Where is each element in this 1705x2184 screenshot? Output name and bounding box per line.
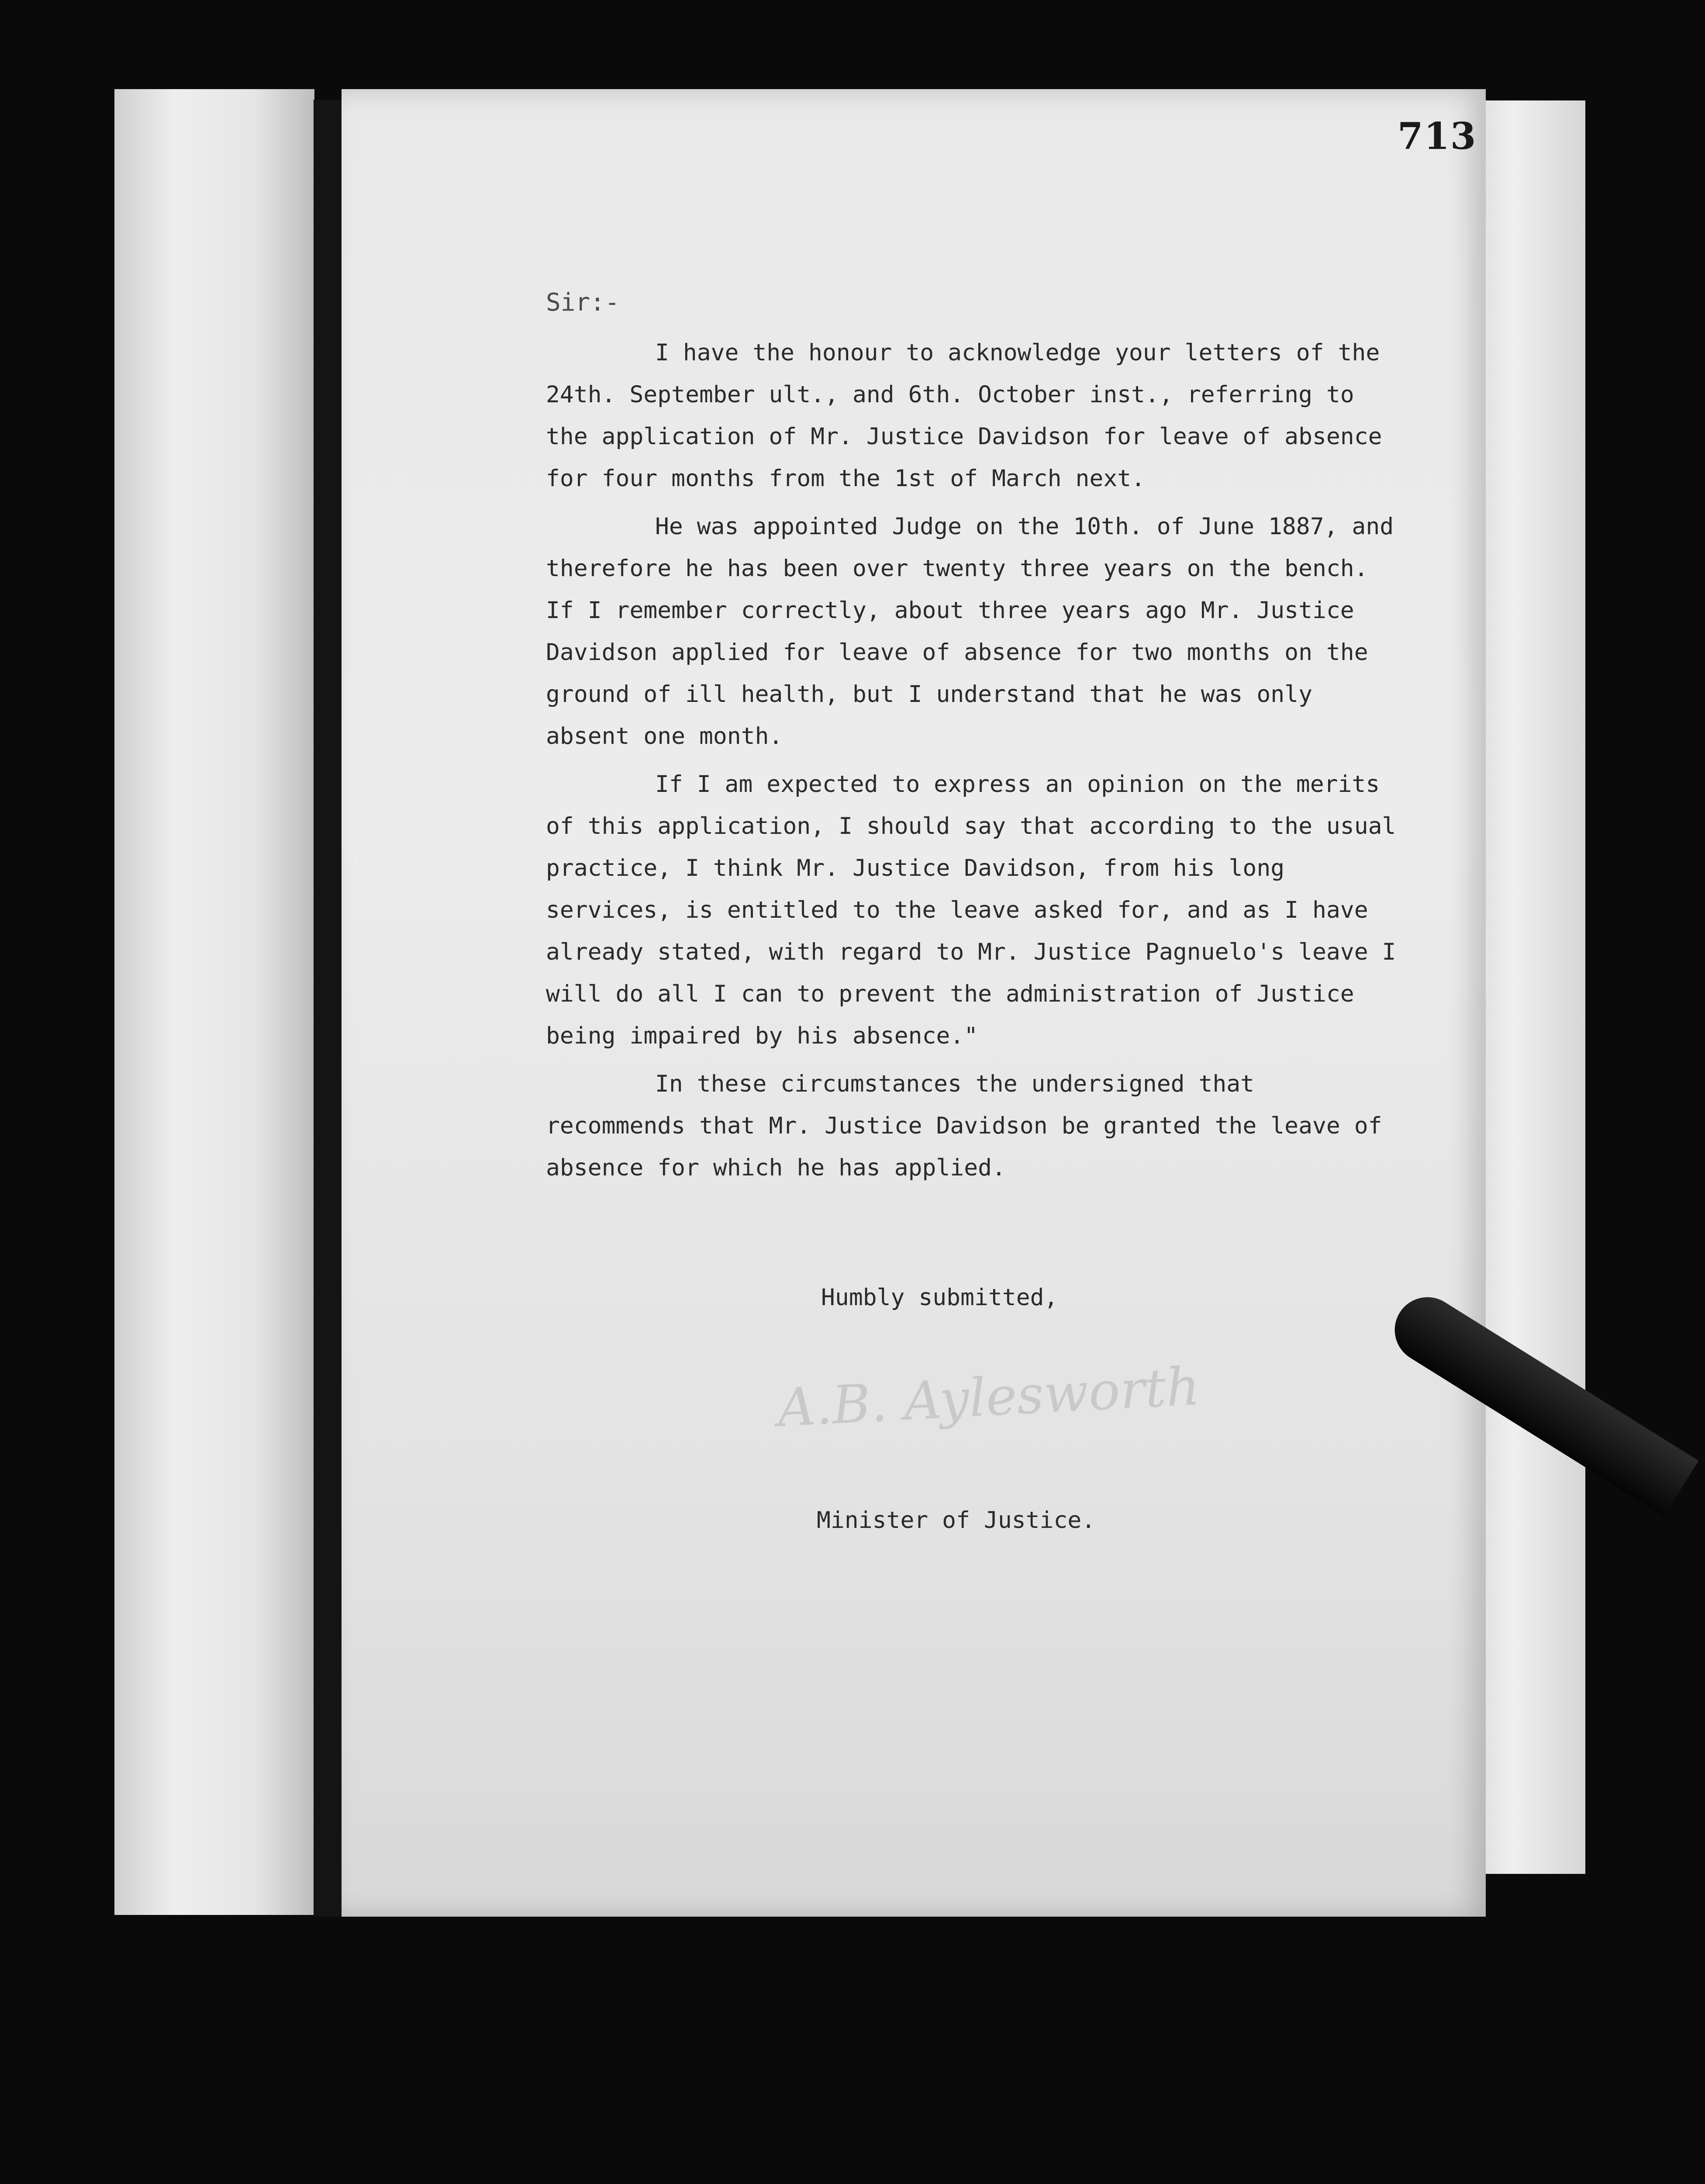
salutation: Sir:- (546, 288, 620, 317)
paragraph: If I am expected to express an opinion on the merits of this application, I should say that according to the usual practice, I think Mr. Justice Davidson, from his long services, is entitled to the leave asked for, and as I have already stated, with regard to Mr. Justice Pagnuelo's leave I will do all I can to prevent the administration of Justice being impaired by his absence." (546, 771, 1396, 1049)
paragraph: In these circumstances the undersigned that recommends that Mr. Justice Davidson be granted the leave of absence for which he has applied. (546, 1071, 1382, 1181)
paragraph: He was appointed Judge on the 10th. of June 1887, and therefore he has been over twenty three years on the bench. If I remember correctly, about three years ago Mr. Justice Davidson applied for leave of absence for two months on the ground of ill health, but I understand that he was only absent one month. (546, 513, 1394, 750)
signatory-title: Minister of Justice. (817, 1507, 1096, 1534)
binding-shadow (314, 100, 342, 1917)
closing: Humbly submitted, (821, 1284, 1058, 1311)
page-number: 713 (1398, 114, 1477, 158)
letter-body (546, 332, 1402, 1195)
paragraph: I have the honour to acknowledge your letters of the 24th. September ult., and 6th. October inst., referring to the application of Mr. Justice Davidson for leave of absence for four months from the 1st of March next. (546, 339, 1382, 492)
signature: A.B. Aylesworth (776, 1356, 1201, 1439)
left-page-edge (114, 89, 314, 1915)
